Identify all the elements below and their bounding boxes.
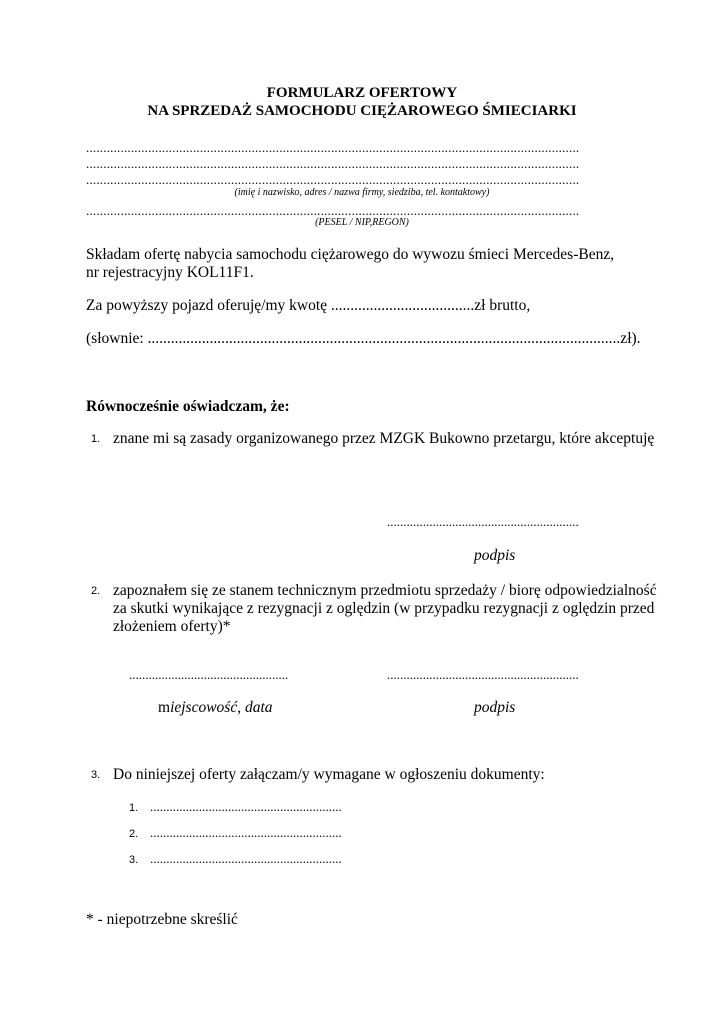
offer-amount-words-field[interactable]: (słownie: ..........................................................................................................................zł). xyxy=(86,330,641,347)
attachment-1-number: 1. xyxy=(129,802,139,814)
declarations-heading: Równocześnie oświadczam, że: xyxy=(86,398,290,415)
offer-amount-field[interactable]: Za powyższy pojazd oferuję/my kwotę .....................................zł brutto, xyxy=(86,297,531,314)
attachment-1-field[interactable]: ........................................................... xyxy=(150,799,342,814)
bidder-name-field-line-2[interactable]: ............................................................................................................................................... xyxy=(86,157,580,171)
declaration-1-text: znane mi są zasady organizowanego przez MZGK Bukowno przetargu, które akceptuję xyxy=(113,430,655,447)
form-title: FORMULARZ OFERTOWY xyxy=(266,85,458,101)
declaration-1-signature-label: podpis xyxy=(474,547,516,564)
attachment-2-number: 2. xyxy=(129,828,139,840)
footnote: * - niepotrzebne skreślić xyxy=(86,911,238,928)
declaration-2-text-line-2: za skutki wynikające z rezygnacji z oględzin (w przypadku rezygnacji z oględzin przed xyxy=(113,600,655,617)
declaration-1-signature-field[interactable]: ........................................................... xyxy=(387,514,579,529)
declaration-2-place-date-field[interactable]: ................................................. xyxy=(129,667,289,682)
declaration-2-signature-field[interactable]: ........................................................... xyxy=(387,667,579,682)
declaration-3-text: Do niniejszej oferty załączam/y wymagane w ogłoszeniu dokumenty: xyxy=(113,766,545,783)
declaration-2-signature-label: podpis xyxy=(474,699,516,716)
declaration-2-text-line-3: złożeniem oferty)* xyxy=(113,618,231,635)
offer-text-line-2: nr rejestracyjny KOL11F1. xyxy=(86,264,254,281)
attachment-3-field[interactable]: ........................................................... xyxy=(150,851,342,866)
bidder-id-field[interactable]: ............................................................................................................................................... xyxy=(86,204,580,218)
attachment-3-number: 3. xyxy=(129,854,139,866)
declaration-2-place-date-label xyxy=(158,699,273,717)
place-date-label-rest: iejscowość, data xyxy=(170,699,273,716)
declaration-2-text-line-1: zapoznałem się ze stanem technicznym przedmiotu sprzedaży / biorę odpowiedzialność xyxy=(113,582,657,599)
bidder-id-caption: (PESEL / NIP,REGON) xyxy=(315,217,409,228)
bidder-name-caption: (imię i nazwisko, adres / nazwa firmy, siedziba, tel. kontaktowy) xyxy=(234,187,490,198)
bidder-name-field-line-1[interactable]: ............................................................................................................................................... xyxy=(86,141,580,155)
bidder-name-field-line-3[interactable]: ............................................................................................................................................... xyxy=(86,173,580,187)
declaration-1-number: 1. xyxy=(91,433,101,445)
attachment-2-field[interactable]: ........................................................... xyxy=(150,825,342,840)
offer-text-line-1: Składam ofertę nabycia samochodu ciężarowego do wywozu śmieci Mercedes-Benz, xyxy=(86,246,615,263)
declaration-3-number: 3. xyxy=(91,769,101,781)
declaration-2-number: 2. xyxy=(91,585,101,597)
place-date-label-prefix: m xyxy=(158,699,171,716)
form-subtitle: NA SPRZEDAŻ SAMOCHODU CIĘŻAROWEGO ŚMIECIARKI xyxy=(147,103,577,119)
